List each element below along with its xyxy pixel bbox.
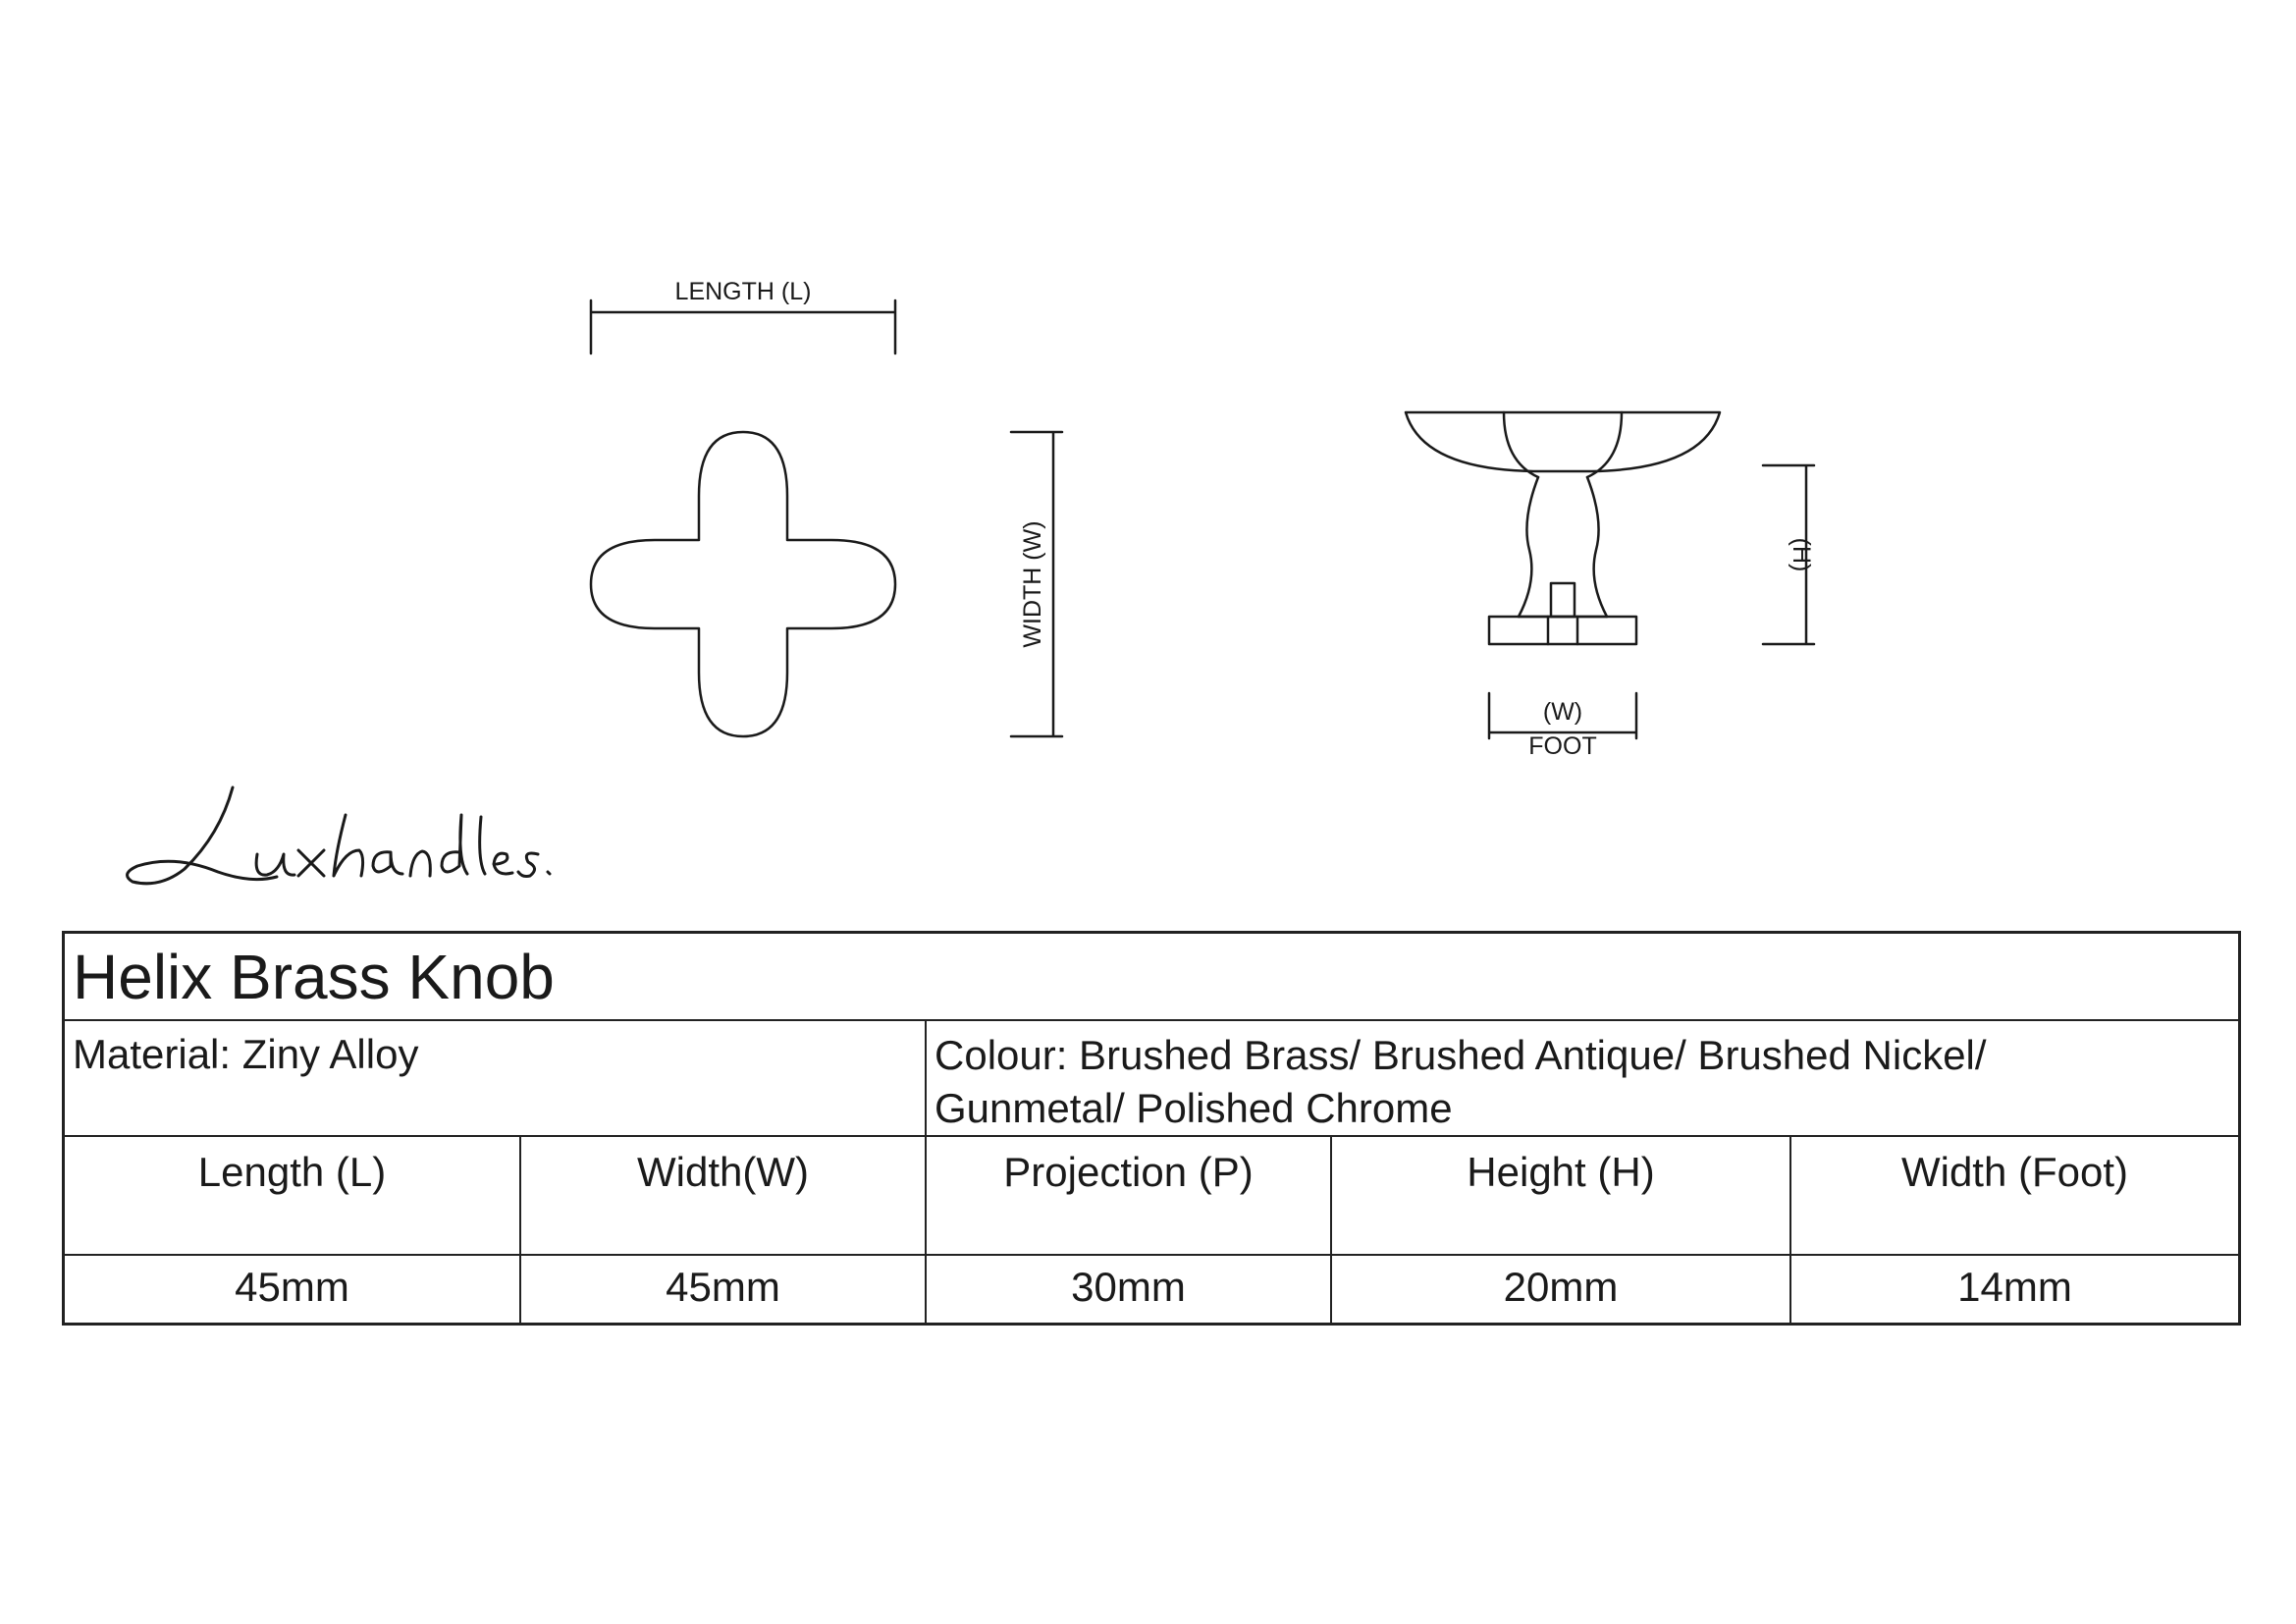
value-projection: 30mm [1071,1264,1186,1310]
value-cell [925,1256,1330,1323]
dimension-value-row [65,1256,2238,1323]
spec-table [62,931,2241,1326]
value-cell [65,1256,519,1323]
material-colour-row [65,1021,2238,1137]
header-cell [65,1137,519,1254]
knob-top-view [591,432,895,736]
value-length: 45mm [235,1264,349,1310]
header-projection: Projection (P) [1003,1149,1254,1195]
header-cell [1330,1137,1789,1254]
header-length: Length (L) [197,1149,387,1195]
brand-signature-logo [128,787,550,884]
foot-label: FOOT [1528,732,1597,760]
colour-cell [925,1021,2238,1135]
value-cell [519,1256,925,1323]
colour-line-1: Colour: Brushed Brass/ Brushed Antique/ Brushed Nickel/ [934,1032,1987,1078]
width-label: WIDTH (W) [1019,520,1046,648]
value-cell [1330,1256,1789,1323]
product-title: Helix Brass Knob [73,942,555,1012]
dimension-header-row [65,1137,2238,1256]
material-text: Material: Ziny Alloy [73,1031,419,1077]
knob-side-view [1406,412,1720,644]
header-height: Height (H) [1467,1149,1655,1195]
value-height: 20mm [1503,1264,1619,1310]
colour-text [934,1029,2211,1135]
header-width: Width(W) [637,1149,809,1195]
header-cell [925,1137,1330,1254]
header-cell [1789,1137,2238,1254]
colour-line-2: Gunmetal/ Polished Chrome [934,1085,1453,1131]
header-cell [519,1137,925,1254]
header-foot-width: Width (Foot) [1900,1149,2129,1195]
value-width: 45mm [666,1264,780,1310]
value-cell [1789,1256,2238,1323]
value-foot-width: 14mm [1957,1264,2072,1310]
title-row [65,934,2238,1021]
foot-width-label: (W) [1542,698,1583,726]
length-dimension-line [591,300,895,353]
height-label: (H) [1788,537,1815,572]
length-label: LENGTH (L) [674,278,812,305]
